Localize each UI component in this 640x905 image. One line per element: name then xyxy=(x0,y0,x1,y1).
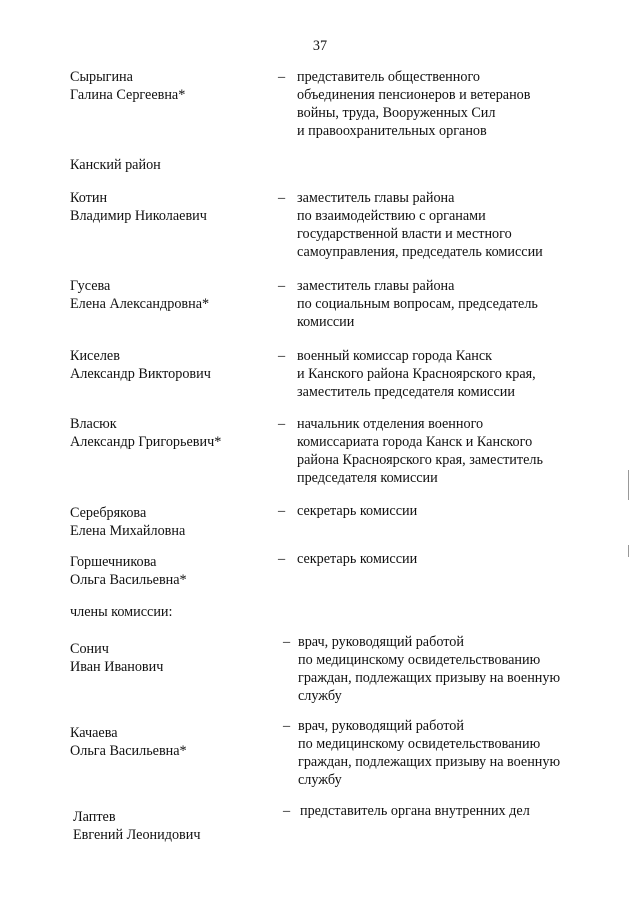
role-line: врач, руководящий работой xyxy=(298,718,464,734)
role-line: секретарь комиссии xyxy=(297,551,418,567)
role-line: заместитель председателя комиссии xyxy=(297,384,515,400)
role-line: и правоохранительных органов xyxy=(297,123,487,139)
dash: – xyxy=(283,718,291,734)
member-name-syrygina xyxy=(70,68,275,104)
member-role-gorshechnikova xyxy=(297,550,597,568)
role-line: по взаимодействию с органами xyxy=(297,208,486,224)
surname: Сонич xyxy=(70,641,109,657)
dash: – xyxy=(278,416,286,432)
surname: Гусева xyxy=(70,278,111,294)
role-line: службу xyxy=(298,688,342,704)
surname: Лаптев xyxy=(73,809,116,825)
dash: – xyxy=(278,348,286,364)
dash: – xyxy=(278,503,286,519)
given-names: Александр Григорьевич* xyxy=(70,434,222,450)
scan-artifact xyxy=(628,545,629,557)
role-line: секретарь комиссии xyxy=(297,503,418,519)
dash: – xyxy=(278,278,286,294)
surname: Власюк xyxy=(70,416,117,432)
role-line: представитель общественного xyxy=(297,69,481,85)
member-role-kotin xyxy=(297,189,597,261)
member-name-guseva xyxy=(70,277,275,313)
member-name-gorshechnikova xyxy=(70,553,275,589)
surname: Качаева xyxy=(70,725,118,741)
role-line: по социальным вопросам, председатель xyxy=(297,296,538,312)
given-names: Ольга Васильевна* xyxy=(70,743,187,759)
dash: – xyxy=(278,190,286,206)
member-name-laptev xyxy=(73,808,278,844)
role-line: самоуправления, председатель комиссии xyxy=(297,244,543,260)
role-line: военный комиссар города Канск xyxy=(297,348,493,364)
member-role-sonich xyxy=(298,633,598,705)
surname: Сырыгина xyxy=(70,69,133,85)
role-line: начальник отделения военного xyxy=(297,416,484,432)
member-role-serebryakova xyxy=(297,502,597,520)
section-heading-members: члены комиссии: xyxy=(70,604,173,620)
role-line: войны, труда, Вооруженных Сил xyxy=(297,105,496,121)
role-line: службу xyxy=(298,772,342,788)
page-number: 37 xyxy=(312,38,328,54)
role-line: по медицинскому освидетельствованию xyxy=(298,736,541,752)
member-name-kiselev xyxy=(70,347,275,383)
surname: Киселев xyxy=(70,348,120,364)
role-line: представитель органа внутренних дел xyxy=(300,803,530,819)
member-role-syrygina xyxy=(297,68,597,140)
member-role-guseva xyxy=(297,277,597,331)
given-names: Галина Сергеевна* xyxy=(70,87,186,103)
role-line: заместитель главы района xyxy=(297,190,455,206)
member-role-kachaeva xyxy=(298,717,598,789)
role-line: по медицинскому освидетельствованию xyxy=(298,652,541,668)
role-line: заместитель главы района xyxy=(297,278,455,294)
member-name-serebryakova xyxy=(70,504,275,540)
member-role-vlasyuk xyxy=(297,415,597,487)
dash: – xyxy=(278,69,286,85)
dash: – xyxy=(283,803,291,819)
member-name-vlasyuk xyxy=(70,415,275,451)
given-names: Елена Михайловна xyxy=(70,523,186,539)
section-heading-district: Канский район xyxy=(70,157,161,173)
given-names: Иван Иванович xyxy=(70,659,164,675)
surname: Горшечникова xyxy=(70,554,157,570)
scan-artifact xyxy=(628,470,629,500)
member-name-kotin xyxy=(70,189,275,225)
role-line: председателя комиссии xyxy=(297,470,438,486)
given-names: Владимир Николаевич xyxy=(70,208,207,224)
role-line: врач, руководящий работой xyxy=(298,634,464,650)
role-line: граждан, подлежащих призыву на военную xyxy=(298,670,561,686)
given-names: Елена Александровна* xyxy=(70,296,210,312)
role-line: граждан, подлежащих призыву на военную xyxy=(298,754,561,770)
given-names: Александр Викторович xyxy=(70,366,211,382)
member-role-laptev xyxy=(300,802,600,820)
member-role-kiselev xyxy=(297,347,597,401)
member-name-kachaeva xyxy=(70,724,275,760)
given-names: Ольга Васильевна* xyxy=(70,572,187,588)
role-line: и Канского района Красноярского края, xyxy=(297,366,536,382)
surname: Серебрякова xyxy=(70,505,147,521)
role-line: объединения пенсионеров и ветеранов xyxy=(297,87,531,103)
dash: – xyxy=(278,551,286,567)
role-line: государственной власти и местного xyxy=(297,226,512,242)
role-line: комиссариата города Канск и Канского xyxy=(297,434,533,450)
role-line: комиссии xyxy=(297,314,355,330)
dash: – xyxy=(283,634,291,650)
given-names: Евгений Леонидович xyxy=(73,827,201,843)
surname: Котин xyxy=(70,190,108,206)
member-name-sonich xyxy=(70,640,275,676)
role-line: района Красноярского края, заместитель xyxy=(297,452,543,468)
